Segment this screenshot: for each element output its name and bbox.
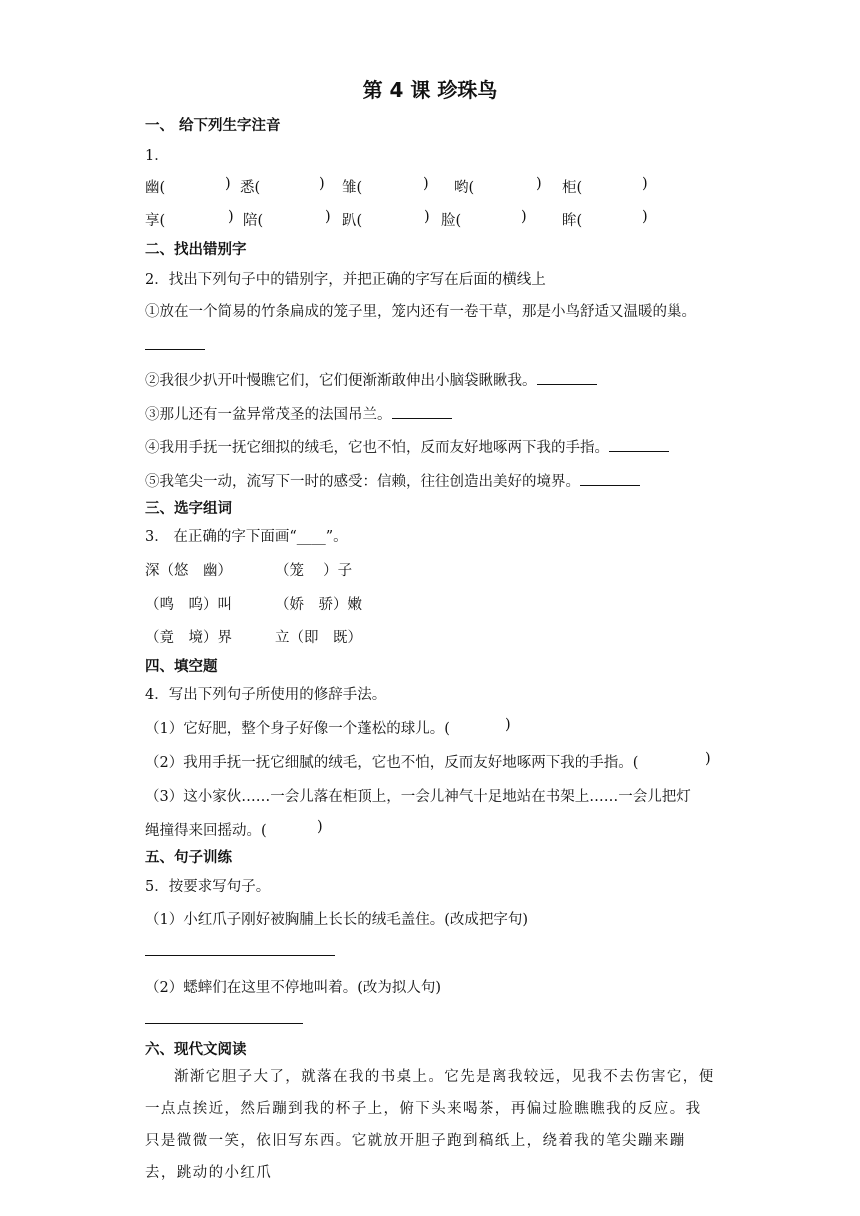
- pinyin-item-gui-close: ): [642, 176, 648, 192]
- pinyin-item-yo-close: ): [536, 176, 542, 192]
- section-4-heading: 四、填空题: [145, 659, 218, 675]
- question-5-item-1: （1）小红爪子刚好被胸脯上长长的绒毛盖住。(改成把字句): [145, 912, 529, 928]
- question-5-stem: 5．按要求写句子。: [145, 879, 271, 895]
- pinyin-item-xiang-open: 享(: [145, 213, 166, 229]
- reading-passage: 渐渐它胆子大了，就落在我的书桌上。它先是离我较远，见我不去伤害它，便一点点挨近，然后蹦到我的杯子上，俯下头来喝茶，再偏过脸瞧瞧我的反应。我只是微微一笑，依旧写东西。它就放开胆子跑到稿纸上，绕着我的笔尖蹦来蹦去，跳动的小红爪: [145, 1069, 715, 1181]
- question-4-stem: 4．写出下列句子所使用的修辞手法。: [145, 687, 387, 703]
- page-title: 第 4 课 珍珠鸟: [362, 78, 498, 102]
- pinyin-item-gui-open: 柜(: [562, 180, 583, 196]
- pinyin-item-you-close: ): [225, 176, 231, 192]
- question-2-item-5: ⑤我笔尖一动，流写下一时的感受：信赖，往往创造出美好的境界。: [145, 474, 580, 490]
- question-2-item-4: ④我用手抚一抚它细拟的绒毛，它也不怕，反而友好地啄两下我的手指。: [145, 440, 609, 456]
- question-2-item-3-row: [145, 403, 452, 424]
- pinyin-item-pei-close: ): [325, 209, 331, 225]
- word-choice-2[interactable]: （笼 ）子: [275, 563, 353, 579]
- word-choice-3[interactable]: （鸣 呜）叫: [145, 597, 232, 613]
- question-2-item-2-row: [145, 369, 597, 390]
- answer-paren-4-1[interactable]: ): [505, 717, 511, 733]
- pinyin-item-mou-open: 眸(: [562, 213, 583, 229]
- answer-line-5-2[interactable]: [145, 1023, 303, 1024]
- question-2-stem: 2．找出下列句子中的错别字，并把正确的字写在后面的横线上: [145, 272, 546, 288]
- pinyin-item-you-open: 幽(: [145, 180, 166, 196]
- pinyin-item-pei-open: 陪(: [243, 213, 264, 229]
- answer-blank-2-5[interactable]: [580, 484, 640, 486]
- answer-line-5-1[interactable]: [145, 955, 335, 956]
- word-choice-5[interactable]: （竟 境）界: [145, 630, 232, 646]
- question-4-item-3-line-2: 绳撞得来回摇动。(: [145, 823, 267, 839]
- answer-paren-4-2[interactable]: ): [705, 751, 711, 767]
- pinyin-item-mou-close: ): [642, 209, 648, 225]
- question-2-item-3: ③那儿还有一盆异常茂圣的法国吊兰。: [145, 407, 392, 423]
- answer-paren-4-3[interactable]: ): [317, 819, 323, 835]
- pinyin-item-xi-close: ): [319, 176, 325, 192]
- question-5-item-2: （2）蟋蟀们在这里不停地叫着。(改为拟人句): [145, 980, 442, 996]
- question-2-item-2: ②我很少扒开叶慢瞧它们，它们便渐渐敢伸出小脑袋瞅瞅我。: [145, 373, 537, 389]
- pinyin-item-lian-open: 脸(: [441, 213, 462, 229]
- pinyin-item-chu-open: 雏(: [342, 180, 363, 196]
- section-1-heading: 一、 给下列生字注音: [145, 118, 281, 134]
- word-choice-6[interactable]: 立（即 既）: [275, 630, 362, 646]
- answer-blank-2-3[interactable]: [392, 417, 452, 419]
- answer-blank-2-2[interactable]: [537, 383, 597, 385]
- question-4-item-1: （1）它好肥，整个身子好像一个蓬松的球儿。(: [145, 721, 450, 737]
- pinyin-item-yo-open: 哟(: [454, 180, 475, 196]
- answer-blank-2-1[interactable]: [145, 349, 205, 350]
- pinyin-item-xi-open: 悉(: [240, 180, 261, 196]
- question-4-item-2: （2）我用手抚一抚它细腻的绒毛，它也不怕，反而友好地啄两下我的手指。(: [145, 755, 639, 771]
- pinyin-item-chu-close: ): [423, 176, 429, 192]
- question-3-stem: 3． 在正确的字下面画“____”。: [145, 529, 348, 545]
- question-1-number: 1．: [145, 148, 169, 164]
- pinyin-item-pa-close: ): [424, 209, 430, 225]
- word-choice-1[interactable]: 深（悠 幽）: [145, 563, 232, 579]
- pinyin-item-lian-close: ): [521, 209, 527, 225]
- word-choice-4[interactable]: （娇 骄）嫩: [275, 597, 362, 613]
- question-2-item-5-row: [145, 470, 640, 491]
- section-6-heading: 六、现代文阅读: [145, 1042, 247, 1058]
- pinyin-item-xiang-close: ): [228, 209, 234, 225]
- pinyin-item-pa-open: 趴(: [342, 213, 363, 229]
- section-5-heading: 五、句子训练: [145, 850, 232, 866]
- section-3-heading: 三、选字组词: [145, 501, 232, 517]
- question-2-item-4-row: [145, 436, 669, 457]
- answer-blank-2-4[interactable]: [609, 450, 669, 452]
- question-4-item-3-line-1: （3）这小家伙……一会儿落在柜顶上，一会儿神气十足地站在书架上……一会儿把灯: [145, 789, 691, 805]
- question-2-item-1: ①放在一个简易的竹条扁成的笼子里，笼内还有一卷干草，那是小鸟舒适又温暖的巢。: [145, 304, 696, 320]
- section-2-heading: 二、找出错别字: [145, 242, 247, 258]
